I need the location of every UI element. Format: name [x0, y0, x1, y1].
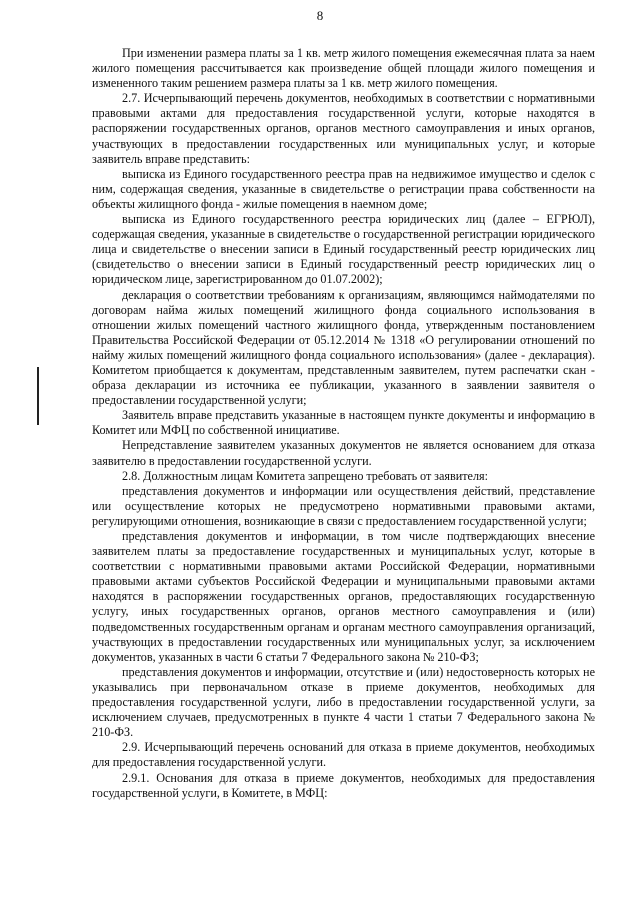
- paragraph-rent-change: При изменении размера платы за 1 кв. метр жилого помещения ежемесячная плата за наем жилого помещения рассчитывается как произведение общей площади жилого помещения и измененного таким решением размера платы за 1 кв. метр жилого помещения.: [92, 46, 595, 91]
- paragraph-2-7: 2.7. Исчерпывающий перечень документов, необходимых в соответствии с нормативными правовыми актами для предоставления государственной услуги, которые находятся в распоряжении государственных органов, органов местного самоуправления и иных органов, участвующих в предоставлении государственных или муниципальных услуг, и которые заявитель вправе представить:: [92, 91, 595, 166]
- paragraph-applicant-right: Заявитель вправе представить указанные в настоящем пункте документы и информацию в Комитет или МФЦ по собственной инициативе.: [92, 408, 595, 438]
- paragraph-2-9-1: 2.9.1. Основания для отказа в приеме документов, необходимых для предоставления государственной услуги, в Комитете, в МФЦ:: [92, 770, 595, 800]
- paragraph-declaration: декларация о соответствии требованиям к организациям, являющимся наймодателями по договорам найма жилых помещений жилищного фонда социального использования в отношении жилых помещений частного жилищного фонда, утвержденным постановлением Правительства Российской Федерации от 05.12.2014 № 1318 «О регулировании отношений по найму жилых помещений жилищного фонда социального использования» (далее - декларация). Комитетом приобщается к документам, представленным заявителем, путем распечатки скан - образа декларации из источника ее публикации, указанного в заявлении заявителя о предоставлении государственной услуги;: [92, 287, 595, 408]
- paragraph-2-8: 2.8. Должностным лицам Комитета запрещено требовать от заявителя:: [122, 468, 489, 483]
- paragraph-egrul-extract: выписка из Единого государственного реестра юридических лиц (далее – ЕГРЮЛ), содержащая сведения, указанные в свидетельстве о государственной регистрации юридического лица и свидетельстве о внесении записи в Единый государственный реестр юридических лиц (свидетельство о внесении записи в Единый государственный реестр юридических лиц о юридическом лице, зарегистрированном до 01.07.2002);: [92, 212, 595, 287]
- paragraph-egrp-extract: выписка из Единого государственного реестра прав на недвижимое имущество и сделок с ним, содержащая сведения, указанные в свидетельстве о регистрации права собственности на объекты жилищного фонда - жилые помещения в наемном доме;: [92, 166, 595, 211]
- paragraph-2-8-item-1: представления документов и информации или осуществления действий, представление или осуществление которых не предусмотрено нормативными правовыми актами, регулирующими отношения, возникающие в связи с предоставлением государственной услуги;: [92, 483, 595, 528]
- paragraph-2-8-item-2: представления документов и информации, в том числе подтверждающих внесение заявителем платы за предоставление государственных и муниципальных услуг, которые в соответствии с нормативными правовыми актами Российской Федерации, нормативными правовыми актами субъектов Российской Федерации и муниципальными правовыми актами находятся в распоряжении государственных органов, предоставляющих государственную услугу, иных государственных органов, органов местного самоуправления и (или) подведомственных государственным органам и органам местного самоуправления организаций, участвующих в предоставлении государственных или муниципальных услуг, за исключением документов, указанных в части 6 статьи 7 Федерального закона № 210-ФЗ;: [92, 529, 595, 664]
- paragraph-2-9: 2.9. Исчерпывающий перечень оснований для отказа в приеме документов, необходимых для предоставления государственной услуги.: [92, 740, 595, 770]
- paragraph-non-submission: Непредставление заявителем указанных документов не является основанием для отказа заявителю в предоставлении государственной услуги.: [92, 438, 595, 468]
- margin-change-bar: [37, 367, 39, 425]
- page-number: 8: [316, 8, 324, 23]
- document-body: [92, 46, 595, 801]
- paragraph-2-8-item-3: представления документов и информации, отсутствие и (или) недостоверность которых не указывались при первоначальном отказе в приеме документов, необходимых для предоставления государственной услуги, либо в предоставлении государственной услуги, за исключением случаев, предусмотренных в пункте 4 части 1 статьи 7 Федерального закона № 210-ФЗ.: [92, 664, 595, 740]
